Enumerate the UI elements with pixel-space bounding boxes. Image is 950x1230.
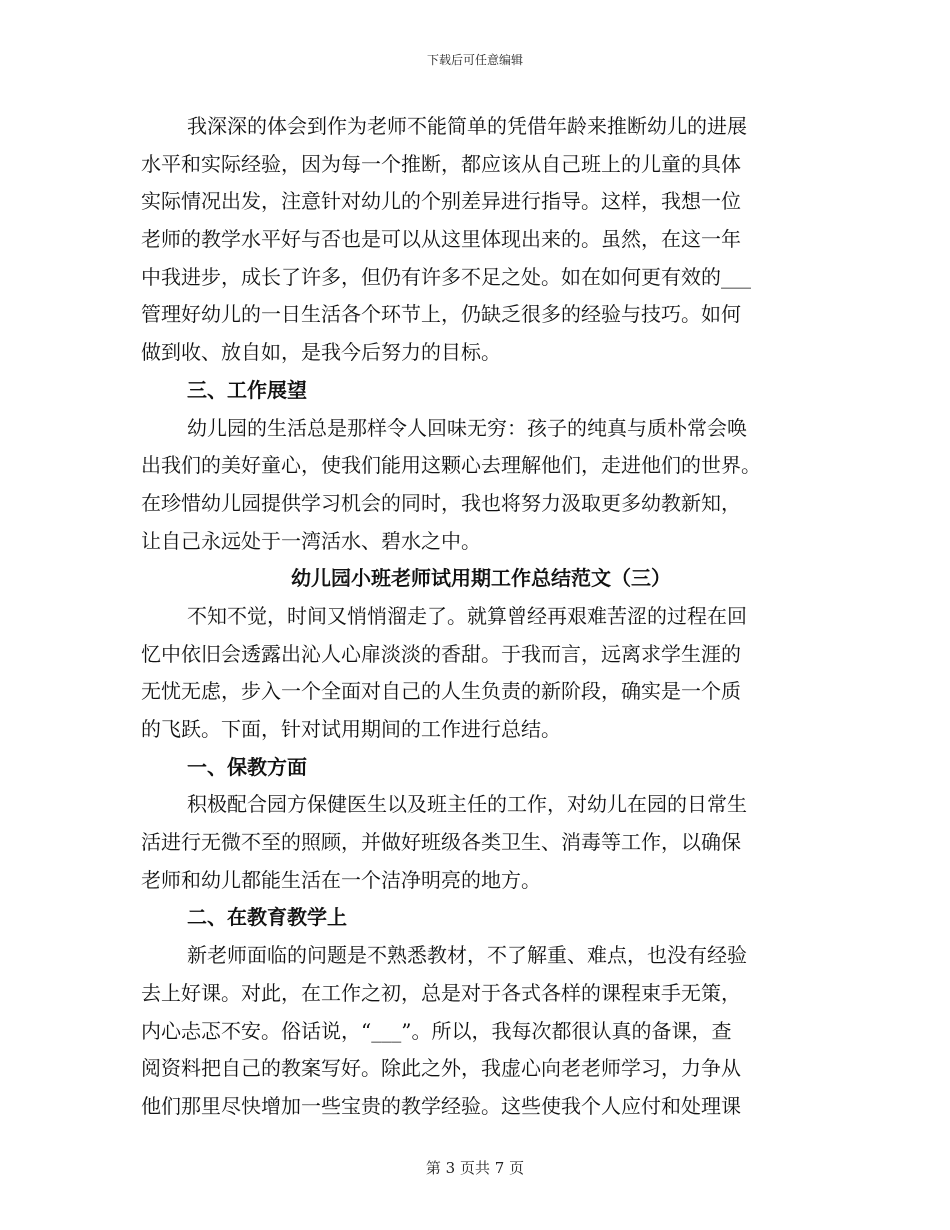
document-title: 幼儿园小班老师试用期工作总结范文（三） xyxy=(291,566,671,591)
paragraph-line: 出我们的美好童心，使我们能用这颗心去理解他们，走进他们的世界。 xyxy=(141,453,761,478)
paragraph-line: 做到收、放自如，是我今后努力的目标。 xyxy=(141,340,501,365)
paragraph-line: 不知不觉，时间又悄悄溜走了。就算曾经再艰难苦涩的过程在回 xyxy=(187,603,747,628)
paragraph-line: 无忧无虑，步入一个全面对自己的人生负责的新阶段，确实是一个质 xyxy=(141,679,741,704)
paragraph-line: 水平和实际经验，因为每一个推断，都应该从自己班上的儿童的具体 xyxy=(141,151,741,176)
paragraph-line: 老师和幼儿都能生活在一个洁净明亮的地方。 xyxy=(141,867,541,892)
paragraph-line: 他们那里尽快增加一些宝贵的教学经验。这些使我个人应付和处理课 xyxy=(141,1093,741,1118)
paragraph-line: 老师的教学水平好与否也是可以从这里体现出来的。虽然，在这一年 xyxy=(141,227,741,252)
paragraph-line: 积极配合园方保健医生以及班主任的工作，对幼儿在园的日常生 xyxy=(187,792,747,817)
paragraph-line: 的飞跃。下面，针对试用期间的工作进行总结。 xyxy=(141,717,561,741)
paragraph-line: 去上好课。对此，在工作之初，总是对于各式各样的课程束手无策， xyxy=(141,980,741,1005)
section-heading: 三、工作展望 xyxy=(187,377,307,402)
paragraph-line: 幼儿园的生活总是那样令人回味无穷：孩子的纯真与质朴常会唤 xyxy=(187,415,747,440)
paragraph-line: 阅资料把自己的教案写好。除此之外，我虚心向老老师学习，力争从 xyxy=(141,1056,741,1081)
paragraph-line: 我深深的体会到作为老师不能简单的凭借年龄来推断幼儿的进展 xyxy=(187,114,747,138)
paragraph-line: 新老师面临的问题是不熟悉教材，不了解重、难点，也没有经验 xyxy=(187,943,747,968)
paragraph-line: 管理好幼儿的一日生活各个环节上，仍缺乏很多的经验与技巧。如何 xyxy=(141,302,741,327)
paragraph-line: 实际情况出发，注意针对幼儿的个别差异进行指导。这样，我想一位 xyxy=(141,189,741,214)
paragraph-line: 忆中依旧会透露出沁人心扉淡淡的香甜。于我而言，远离求学生涯的 xyxy=(141,641,741,666)
page-header: 下载后可任意编辑 xyxy=(426,53,523,67)
section-heading: 一、保教方面 xyxy=(187,754,307,779)
document-body xyxy=(141,108,809,1126)
paragraph-line: 活进行无微不至的照顾，并做好班级各类卫生、消毒等工作，以确保 xyxy=(141,830,741,855)
section-heading: 二、在教育教学上 xyxy=(187,905,347,930)
paragraph-line: 在珍惜幼儿园提供学习机会的同时，我也将努力汲取更多幼教新知， xyxy=(141,490,741,515)
paragraph-line: 内心忐忑不安。俗话说，“___”。所以，我每次都很认真的备课，查 xyxy=(141,1018,732,1043)
paragraph-line: 让自己永远处于一湾活水、碧水之中。 xyxy=(141,528,481,553)
page-footer: 第 3 页共 7 页 xyxy=(425,1159,525,1177)
paragraph-line: 中我进步，成长了许多，但仍有许多不足之处。如在如何更有效的___ xyxy=(141,264,751,289)
